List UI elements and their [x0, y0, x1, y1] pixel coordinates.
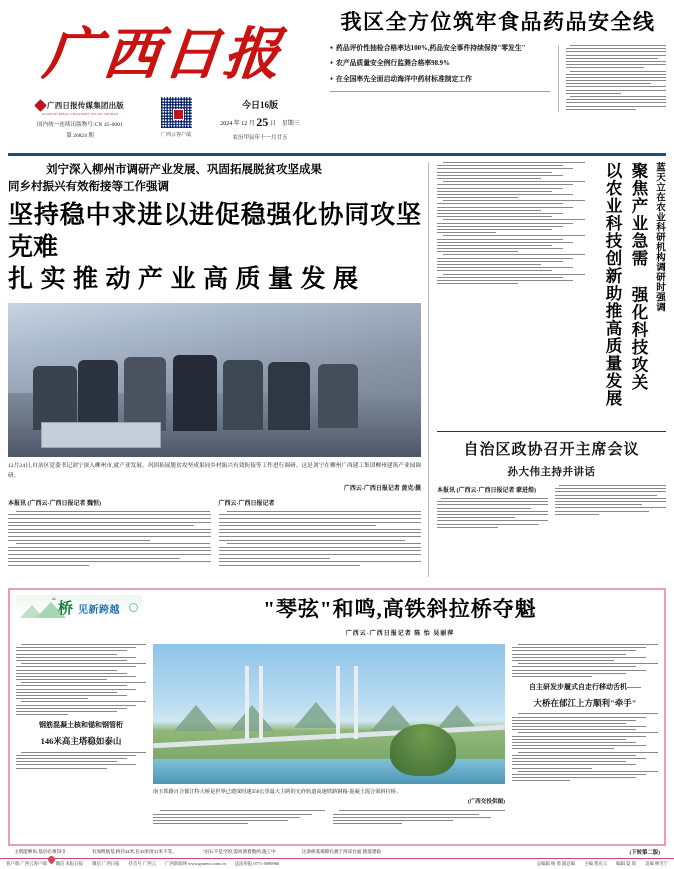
feature-right-subhead1: 自主研发步履式自走行移动舌机—— — [529, 682, 641, 691]
lead-source-right: 广西云-广西日报记者 — [218, 500, 275, 507]
feature-byline: 广西云-广西日报记者 陈 怡 吴丽萍 — [345, 631, 455, 637]
badge-character: 桥 — [58, 601, 74, 617]
quote-mark-icon: “ — [52, 596, 56, 606]
feature-right-subhead2: 大桥在郁江上方顺利"牵手" — [533, 698, 637, 709]
photo-display-case — [41, 422, 161, 448]
article-text-block — [333, 810, 506, 824]
feature-column-right — [512, 644, 658, 826]
feature-left-subhead2: 146米高主塔稳如泰山 — [40, 736, 122, 747]
article-text-block — [16, 644, 146, 715]
lead-kicker-line2: 同乡村振兴有效衔接等工作强调 — [8, 180, 169, 193]
qr-block[interactable] — [153, 96, 199, 138]
footer-channel[interactable]: 客户端 广西云客户端 — [6, 861, 47, 866]
bullets-divider — [330, 91, 550, 92]
feature-mid-col2 — [333, 810, 506, 826]
footer-credit: 编辑 夏 琛 — [616, 861, 636, 866]
hill-shape — [390, 724, 456, 776]
lead-story — [8, 162, 428, 577]
feature-left-subhead1: 钢筋混凝土核和锚和钢管桁 — [39, 721, 123, 730]
lead-source-left: 本报讯 (广西云-广西日报记者 魏恒) — [8, 500, 101, 507]
lead-photo-caption: 12月24日,自治区党委书记刘宁深入柳州市,就产业发展、巩固拓展脱贫攻坚成果同乡村振兴有效衔接等工作进行调研。这是刘宁在柳州广西建工集团柳州建筑产业园调研。 — [8, 463, 421, 479]
bridge-credit: (广西交投供图) — [467, 799, 505, 806]
footer-credit: 主编 黄庆云 — [584, 861, 608, 866]
photo-figure — [318, 364, 358, 428]
lead-story-zone — [8, 162, 666, 577]
publisher-logo-icon — [34, 99, 47, 112]
feature-body — [16, 644, 658, 826]
vertical-kicker: 蓝天立在农业科研机构调研时强调 — [654, 162, 665, 312]
bullet-item: ● 农产品质量安全例行监测合格率98.9% — [330, 60, 550, 68]
bullet-list — [330, 45, 558, 112]
footer-website[interactable]: 广西新闻网 www.gxnews.com.cn — [164, 861, 226, 866]
lead-headline-line1: 坚持稳中求进以进促稳强化协同攻坚克难 — [8, 201, 421, 262]
vertical-headline-line2: 以农业科技创新助推高质量发展 — [603, 162, 621, 407]
article-text-block — [512, 644, 658, 677]
secondary-story-zone — [428, 162, 666, 577]
footer-continuation — [8, 846, 666, 858]
vertical-headline-line1: 聚焦产业急需 强化科技攻关 — [629, 162, 647, 391]
bullet-item: ● 在全国率先全面启动海洋中药材标准制定工作 — [330, 76, 550, 84]
bridge-tower — [354, 666, 358, 739]
badge-text: 见新跨越 — [78, 605, 120, 616]
footer-channel[interactable]: 微信 广西日报 — [92, 861, 120, 866]
masthead — [8, 4, 320, 150]
council-source: 本报讯 (广西云-广西日报记者 蒙进煌) — [437, 488, 536, 494]
top-article-column — [558, 45, 666, 112]
council-headline: 自治区政协召开主席会议 — [463, 442, 640, 458]
feature-mid-columns — [153, 810, 505, 826]
feature-mid-col1 — [153, 810, 326, 826]
footer-continue-item: 这条桥基保障孔极于河床台面,使落建稳 — [301, 849, 382, 854]
date-suffix: 日 — [269, 121, 276, 127]
article-text-block — [437, 162, 585, 284]
date-block — [206, 96, 314, 141]
photo-figure — [268, 362, 310, 430]
date-prefix: 2024 年 12 月 — [220, 121, 255, 127]
photo-figure — [173, 355, 217, 431]
feature-badge — [16, 595, 142, 621]
footer-continue-item: 有加明航基,桥径24米,长33米度31米不等。 — [91, 849, 177, 854]
footer-continue-item: 主塔能够角,基层必须知引 — [14, 849, 66, 854]
council-subheadline: 孙大伟主持并讲话 — [507, 467, 596, 478]
weekday: 星期三 — [281, 121, 300, 127]
feature-header — [16, 595, 658, 637]
photo-figure — [223, 360, 263, 430]
bridge-tower — [245, 666, 249, 739]
article-text-block — [437, 498, 548, 528]
publisher-name: 广西日报传媒集团出版 — [47, 101, 124, 110]
lunar-date: 农历甲辰年十一月廿五 — [232, 135, 288, 141]
masthead-zone — [8, 0, 666, 150]
mountain-shape — [230, 705, 274, 731]
secondary-article-text — [437, 162, 585, 286]
qr-code-icon[interactable] — [160, 96, 193, 129]
lead-headline — [8, 199, 421, 295]
feature-box — [8, 588, 666, 846]
bridge-tower — [336, 666, 340, 739]
mountain-shape — [294, 702, 338, 728]
bridge-tower — [259, 666, 263, 739]
article-text-block — [153, 810, 326, 824]
footer-credit: 美编 林雪宁 — [644, 861, 668, 866]
lead-kicker-line1: 刘宁深入柳州市调研产业发展、巩固拓展脱贫攻坚成果 — [46, 164, 322, 176]
qr-caption: 广西云客户端 — [160, 133, 191, 138]
date-day: 25 — [256, 115, 269, 129]
feature-column-mid — [153, 644, 505, 826]
footer-channel[interactable]: 抖音号 广西云 — [128, 861, 156, 866]
issue-number: 第 26824 期 — [66, 133, 94, 139]
article-text-block — [512, 713, 658, 781]
council-story — [437, 438, 666, 530]
lead-photo — [8, 303, 421, 457]
publisher-block — [14, 96, 146, 139]
mountain-shape — [174, 705, 218, 731]
article-text-block — [16, 752, 146, 769]
issn-line: 国内统一连续出版物号:CN 45-0001 — [37, 122, 123, 128]
footer-hotline: 违法举报 0771-5690966 — [234, 861, 279, 866]
lead-photo-credit: 广西云-广西日报记者 黄克/摄 — [343, 485, 421, 492]
section-divider — [437, 431, 666, 432]
newspaper-title: 广西日报 — [40, 24, 287, 86]
newspaper-logo — [8, 4, 320, 96]
bridge-photo — [153, 644, 505, 784]
article-text-block — [566, 45, 666, 110]
lead-headline-line2: 扎实推动产业高质量发展 — [8, 265, 366, 294]
feature-title: "琴弦"和鸣,高铁斜拉桥夺魁 — [263, 597, 537, 621]
top-headline: 我区全方位筑牢食品药品安全线 — [340, 10, 656, 34]
lead-kicker — [8, 162, 421, 195]
top-headline-body — [330, 45, 666, 112]
footer-credits — [537, 861, 668, 867]
footer-continue-item: "岩石不是空的,需同凿着数两,施工中 — [202, 849, 276, 854]
lead-column-2 — [219, 498, 422, 569]
photo-figure — [33, 366, 77, 430]
footer-channel[interactable]: 微信 本报日报 — [55, 861, 84, 866]
photo-figure — [124, 357, 166, 431]
publisher-row — [14, 100, 146, 111]
publisher-pinyin: GUANGXI RIBAO CHUANMEI JITUAN CHUBAN — [41, 112, 119, 116]
article-text-block — [219, 511, 422, 566]
lead-column-1 — [8, 498, 211, 569]
footer-credit: 总编辑 杨 勇 副总编 — [536, 861, 576, 866]
publication-date — [206, 115, 314, 130]
feature-column-left — [16, 644, 146, 826]
article-text-block — [8, 511, 211, 566]
globe-icon — [129, 603, 138, 612]
footer-bar — [0, 858, 674, 869]
feature-title-wrap — [142, 593, 658, 637]
masthead-info — [8, 96, 320, 141]
top-headline-zone — [320, 4, 666, 150]
article-text-block — [555, 485, 666, 515]
masthead-divider — [8, 153, 666, 156]
jump-note: (下转第二版) — [629, 850, 660, 856]
photo-figure — [78, 360, 118, 430]
bridge-caption: 南玉铁路百合郁江特大桥是世界已建成时速350公里最大主跨的无砟轨道高速铁路钢箱-混凝土混合梁斜拉桥。 — [153, 789, 402, 795]
bullet-item: ● 药品评价性抽检合格率达100%,药品安全事件持续保持"零发生" — [330, 45, 550, 53]
pages-today: 今日16版 — [241, 100, 278, 110]
lead-columns — [8, 498, 421, 569]
